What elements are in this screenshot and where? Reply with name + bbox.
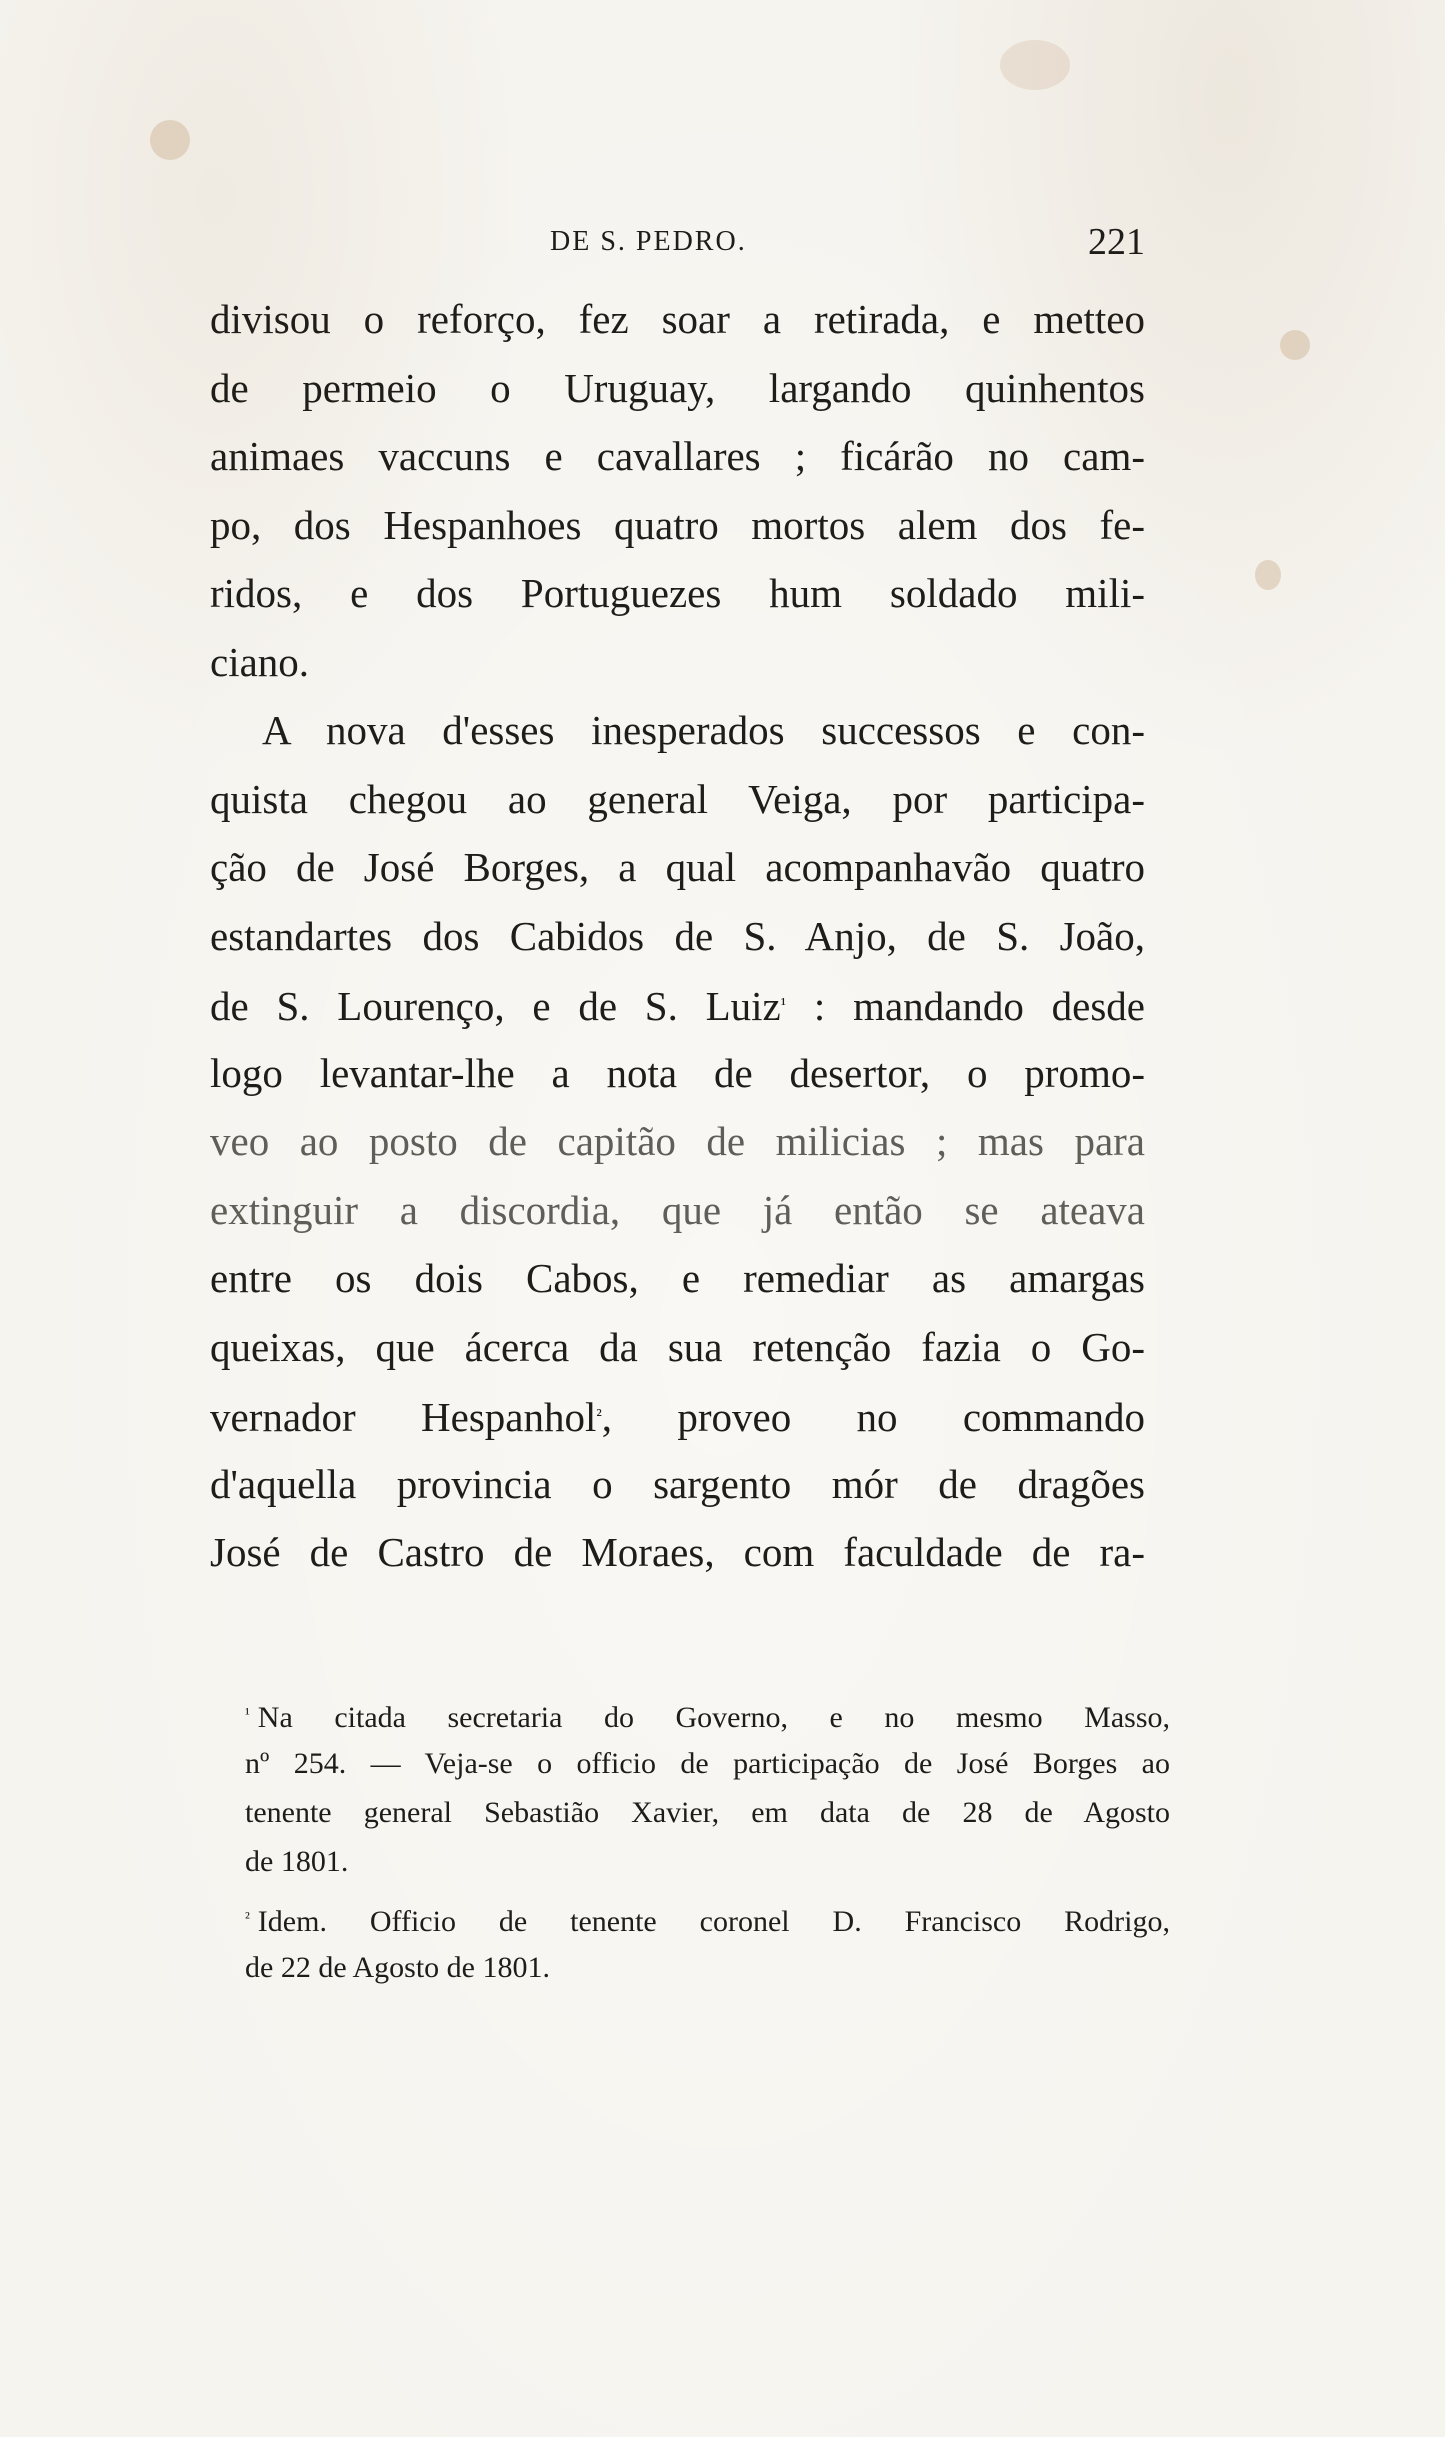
footnote-line: de 1801. <box>245 1845 349 1878</box>
text-line: ciano. <box>210 638 310 685</box>
footnote-marker: ¹ <box>780 994 787 1014</box>
body-text <box>210 285 1145 1587</box>
running-head: DE S. PEDRO. <box>550 226 747 257</box>
text-line: d'aquella provincia o sargento mór de dragões <box>210 1460 1145 1507</box>
footnote-gap <box>245 1886 1170 1894</box>
text-line: po, dos Hespanhoes quatro mortos alem dos fe- <box>210 501 1145 548</box>
text-line: animaes vaccuns e cavallares ; ficárão no cam- <box>210 433 1145 479</box>
text-line: quista chegou ao general Veiga, por participa- <box>210 775 1145 822</box>
text-line: logo levantar-lhe a nota de desertor, o promo- <box>210 1049 1145 1096</box>
text-line: A nova d'esses inesperados successos e con- <box>262 707 1145 753</box>
foxing-stain <box>1255 560 1281 590</box>
footnote-line: tenente general Sebastião Xavier, em data de 28 de Agosto <box>245 1796 1170 1829</box>
text-segment: vernador Hespanhol <box>210 1394 597 1440</box>
text-line: estandartes dos Cabidos de S. Anjo, de S. João, <box>210 912 1145 959</box>
foxing-stain <box>1000 40 1070 90</box>
text-line: José de Castro de Moraes, com faculdade de ra- <box>210 1529 1145 1575</box>
footnote-line: de 22 de Agosto de 1801. <box>245 1951 550 1984</box>
footnote-text: Na citada secretaria do Governo, e no mesmo Masso, <box>257 1701 1170 1734</box>
footnote-text: Idem. Officio de tenente coronel D. Francisco Rodrigo, <box>257 1905 1170 1938</box>
text-line: de permeio o Uruguay, largando quinhentos <box>210 364 1145 411</box>
text-line: ridos, e dos Portuguezes hum soldado mili- <box>210 570 1145 616</box>
footnote-line: nº 254. — Veja-se o officio de participação de José Borges ao <box>245 1747 1170 1780</box>
text-line: ção de José Borges, a qual acompanhavão quatro <box>210 844 1145 890</box>
text-segment: de S. Lourenço, e de S. Luiz <box>210 983 781 1029</box>
text-line: entre os dois Cabos, e remediar as amargas <box>210 1255 1145 1301</box>
footnote-number: ¹ <box>245 1706 250 1723</box>
footnote-number: ² <box>245 1910 250 1927</box>
text-line: veo ao posto de capitão de milicias ; mas para <box>210 1118 1145 1164</box>
text-line <box>210 970 1145 1039</box>
page-header <box>210 220 1145 280</box>
foxing-stain <box>1280 330 1310 360</box>
footnote-marker: ² <box>596 1405 602 1425</box>
footnote-line <box>245 1894 1170 1943</box>
foxing-stain <box>150 120 190 160</box>
text-segment: , proveo no commando <box>601 1394 1145 1440</box>
footnote-line <box>245 1690 1170 1739</box>
text-line: extinguir a discordia, que já então se ateava <box>210 1186 1145 1233</box>
text-line <box>210 1381 1145 1450</box>
text-line: divisou o reforço, fez soar a retirada, e metteo <box>210 296 1145 342</box>
text-segment: : mandando desde <box>786 983 1145 1029</box>
page-number: 221 <box>1088 221 1145 263</box>
footnotes <box>245 1690 1170 1992</box>
text-line: queixas, que ácerca da sua retenção fazia o Go- <box>210 1323 1145 1370</box>
